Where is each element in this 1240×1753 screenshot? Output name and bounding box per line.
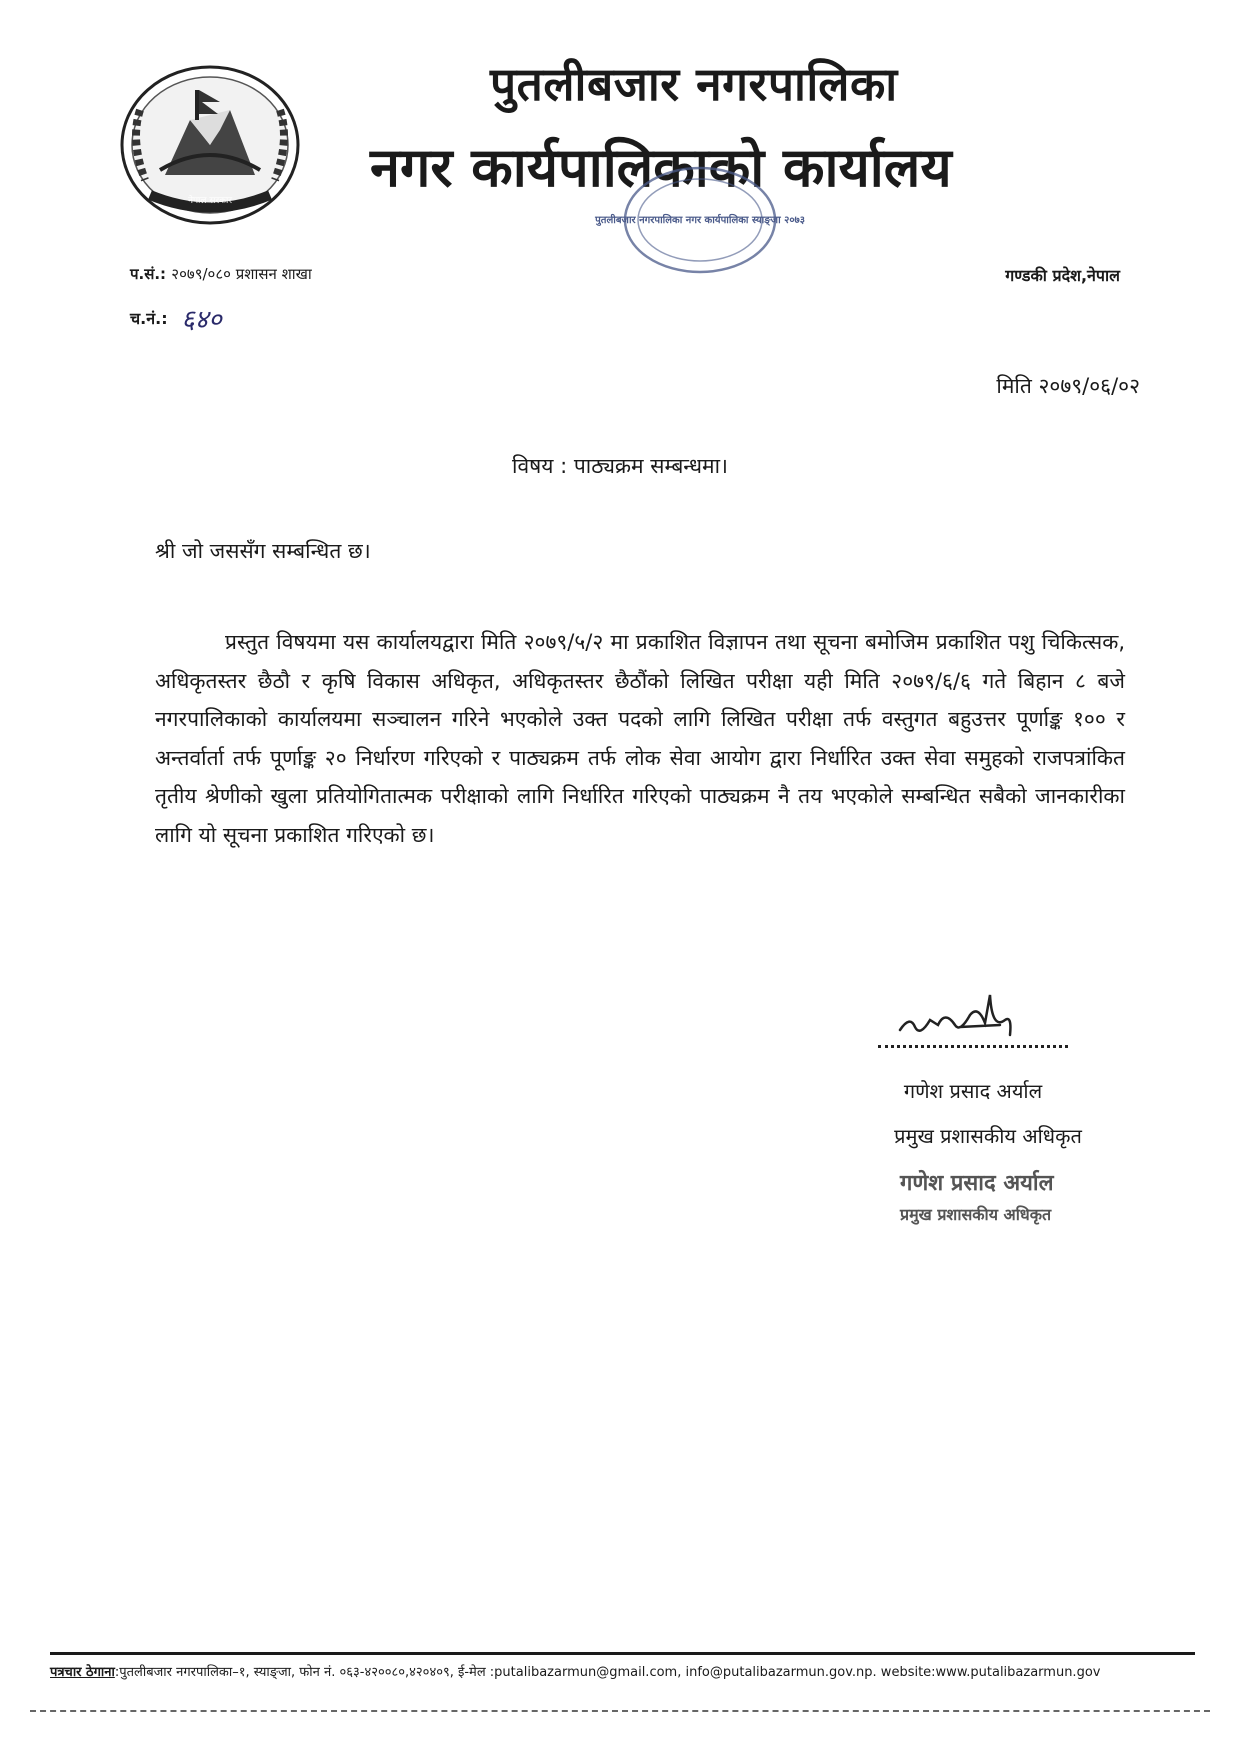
footer-address (50, 1662, 1200, 1680)
signer-title: प्रमुख प्रशासकीय अधिकृत (894, 1124, 1082, 1148)
province-label: गण्डकी प्रदेश,नेपाल (1005, 266, 1120, 285)
signer-name: गणेश प्रसाद अर्याल (903, 1079, 1043, 1103)
letter-body: प्रस्तुत विषयमा यस कार्यालयद्वारा मिति २०७९/५/२ मा प्रकाशित विज्ञापन तथा सूचना बमोजिम प्रकाशित पशु चिकित्सक, अधिकृतस्तर छैठौ र कृषि विकास अधिकृत, अधिकृतस्तर छैठौंको लिखित परीक्षा यही मिति २०७९/६/६ गते बिहान ८ बजे नगरपालिकाको कार्यालयमा सञ्चालन गरिने भएकोले उक्त पदको लागि लिखित परीक्षा तर्फ वस्तुगत बहुउत्तर पूर्णाङ्क १०० र अन्तर्वार्ता तर्फ पूर्णाङ्क २० निर्धारण गरिएको र पाठ्यक्रम तर्फ लोक सेवा आयोग द्वारा निर्धारित उक्त सेवा समुहको राजपत्रांकित तृतीय श्रेणीको खुला प्रतियोगितात्मक परीक्षाको लागि निर्धारित गरिएको पाठ्यक्रम नै तय भएकोले सम्बन्धित सबैको जानकारीका लागि यो सूचना प्रकाशित गरिएको छ। (155, 630, 1125, 847)
salutation: श्री जो जससँग सम्बन्धित छ। (155, 539, 371, 563)
letter-date: मिति २०७९/०६/०२ (996, 374, 1140, 398)
reference-number: प.सं.: २०७९/०८० प्रशासन शाखा (130, 265, 312, 283)
footer-divider (50, 1652, 1195, 1655)
office-seal-icon (595, 165, 805, 285)
dispatch-number: च.नं.: ६४० (130, 305, 222, 335)
nepal-emblem-icon (110, 50, 310, 230)
stamp-title: प्रमुख प्रशासकीय अधिकृत (900, 1205, 1052, 1224)
svg-text:पुतलीबजार नगरपालिका नगर कार्यप: पुतलीबजार नगरपालिका नगर कार्यपालिका स्याङ्जा २०७३ (595, 215, 805, 226)
signature-line (878, 1045, 1068, 1048)
svg-text:नेपाल सरकार: नेपाल सरकार (187, 196, 233, 206)
footer-dashed-divider (30, 1710, 1210, 1712)
signature-icon (860, 975, 1080, 1055)
dispatch-number-value: ६४० (181, 305, 222, 335)
footer-text: :पुतलीबजार नगरपालिका–१, स्याङ्जा, फोन नं. ०६३-४२००८०,४२०४०९, ई-मेल :putalibazarmun@gmail.com, info@putalibazarmun.gov.np. website:www.putalibazarmun.gov (114, 1665, 1101, 1680)
stamp-name: गणेश प्रसाद अर्याल (900, 1171, 1054, 1196)
letter-subject: विषय : पाठ्यक्रम सम्बन्धमा। (512, 454, 728, 478)
municipality-name: पुतलीबजार नगरपालिका (490, 57, 898, 111)
office-name: नगर कार्यपालिकाको कार्यालय (370, 136, 952, 199)
footer-label: पत्रचार ठेगाना (50, 1665, 115, 1680)
